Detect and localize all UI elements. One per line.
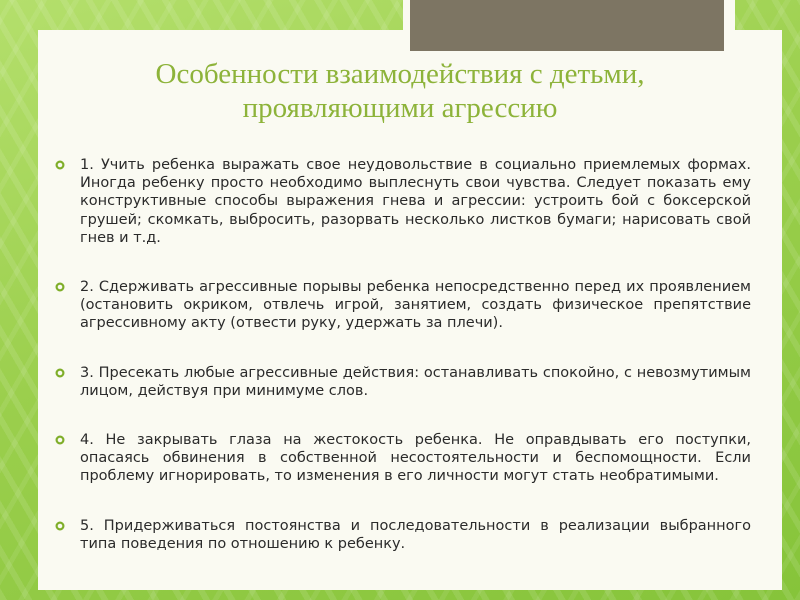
ring-bullet-icon <box>55 521 65 531</box>
bullet-item-5 <box>55 517 751 553</box>
ring-bullet-icon <box>55 160 65 170</box>
bullet-item-1 <box>55 156 751 247</box>
ring-bullet-icon <box>55 435 65 445</box>
bullet-item-3 <box>55 364 751 400</box>
slide-title <box>80 57 720 125</box>
slide-title-line-1: Особенности взаимодействия с детьми, <box>155 58 645 90</box>
bullet-item-2-text: 2. Сдерживать агрессивные порывы ребенка непосредственно перед их проявлением (остановить окриком, отвлечь игрой, занятием, создать физическое препятствие агрессивному акту (отвести руку, удержать за плечи). <box>80 279 751 332</box>
bullet-item-1-text: 1. Учить ребенка выражать свое неудовольствие в социально приемлемых формах. Иногда ребенку просто необходимо выплеснуть свои чувства. Следует показать ему конструктивные способы выражения гнева и агрессии: устроить бой с боксерской грушей; скомкать, выбросить, разорвать несколько листков бумаги; нарисовать свой гнев и т.д. <box>80 157 751 246</box>
bullet-item-5-text: 5. Придерживаться постоянства и последовательности в реализации выбранного типа поведения по отношению к ребенку. <box>80 517 751 552</box>
bullet-list <box>55 156 751 553</box>
bullet-item-4 <box>55 431 751 486</box>
slide-title-line-2: проявляющими агрессию <box>242 92 558 124</box>
bullet-item-2 <box>55 278 751 333</box>
corner-decoration-fill <box>410 0 724 51</box>
ring-bullet-icon <box>55 368 65 378</box>
bullet-item-4-text: 4. Не закрывать глаза на жестокость ребенка. Не оправдывать его поступки, опасаясь обвинения в собственной несостоятельности и беспомощности. Если проблему игнорировать, то изменения в его личности могут стать необратимыми. <box>80 432 751 485</box>
bullet-item-3-text: 3. Пресекать любые агрессивные действия: останавливать спокойно, с невозмутимым лицом, действуя при минимуме слов. <box>80 364 751 399</box>
ring-bullet-icon <box>55 282 65 292</box>
corner-decoration <box>403 0 735 58</box>
